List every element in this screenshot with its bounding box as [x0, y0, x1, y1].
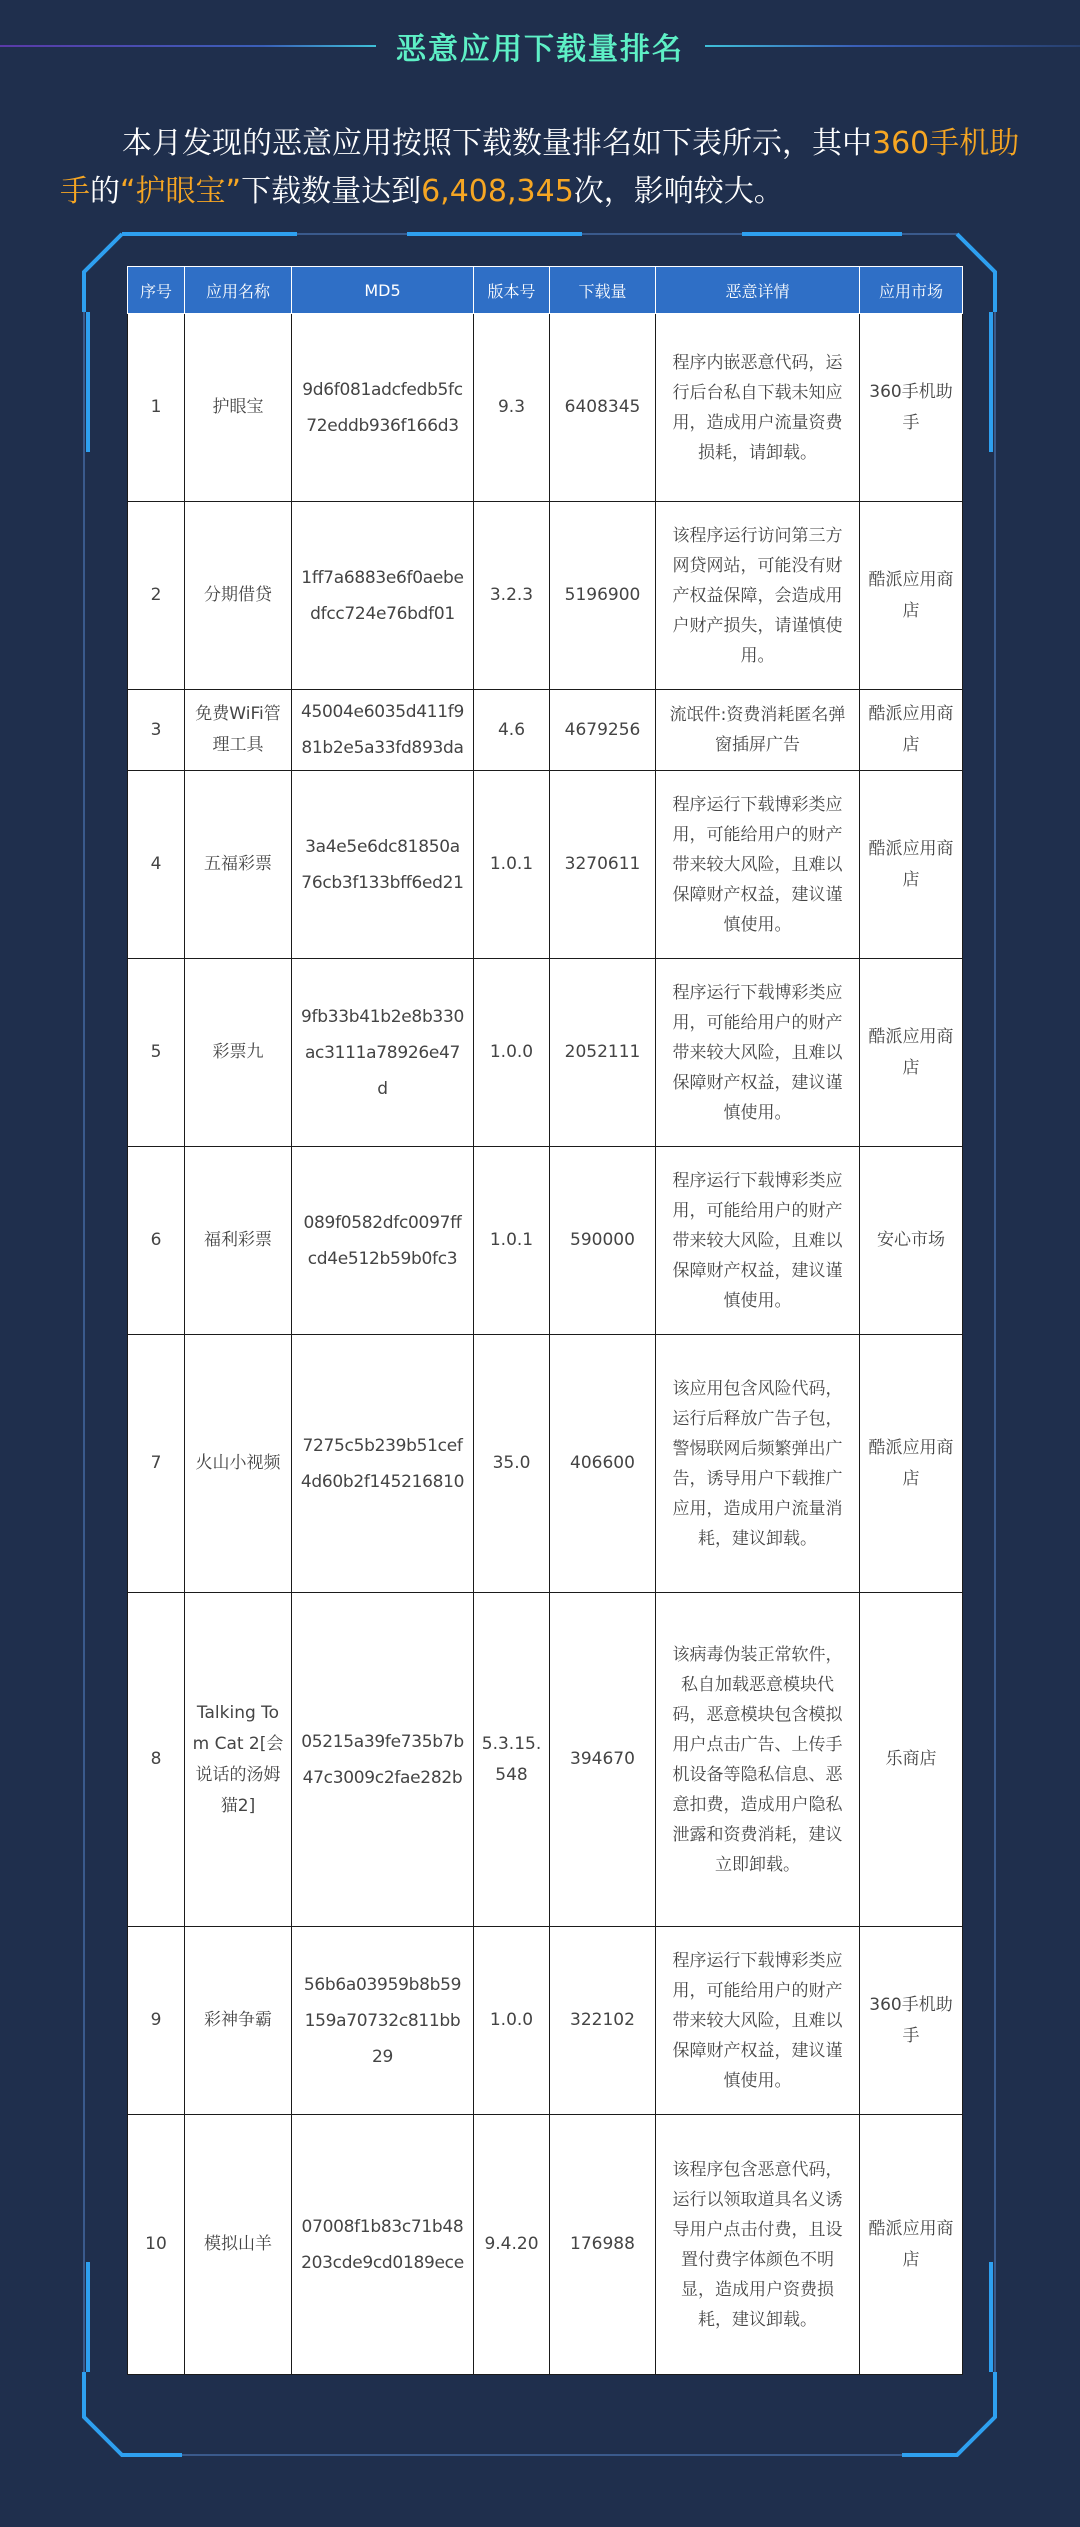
cell-version: 9.3 — [474, 314, 550, 502]
cell-app-name: 五福彩票 — [185, 771, 292, 959]
cell-detail: 该程序包含恶意代码，运行以领取道具名义诱导用户点击付费，且设置付费字体颜色不明显，造成用户资费损耗，建议卸载。 — [656, 2115, 860, 2375]
cell-no: 6 — [128, 1147, 185, 1335]
cell-app-name: 护眼宝 — [185, 314, 292, 502]
cell-app-name: 福利彩票 — [185, 1147, 292, 1335]
cell-market: 酷派应用商店 — [860, 959, 963, 1147]
table-row — [128, 959, 963, 1147]
table-row — [128, 690, 963, 771]
cell-md5: 3a4e5e6dc81850a76cb3f133bff6ed21 — [292, 771, 474, 959]
cell-market: 360手机助手 — [860, 314, 963, 502]
cell-no: 1 — [128, 314, 185, 502]
cell-version: 1.0.1 — [474, 1147, 550, 1335]
header-no: 序号 — [128, 267, 185, 314]
cell-downloads: 590000 — [550, 1147, 656, 1335]
cell-version: 4.6 — [474, 690, 550, 771]
cell-downloads: 394670 — [550, 1593, 656, 1927]
cell-market: 乐商店 — [860, 1593, 963, 1927]
table-row — [128, 1335, 963, 1593]
cell-downloads: 406600 — [550, 1335, 656, 1593]
cell-md5: 7275c5b239b51cef4d60b2f145216810 — [292, 1335, 474, 1593]
ranking-table-wrapper — [127, 266, 962, 2375]
section-heading: 恶意应用下载量排名 — [396, 32, 684, 67]
cell-version: 1.0.1 — [474, 771, 550, 959]
cell-version: 5.3.15.548 — [474, 1593, 550, 1927]
cell-app-name: 彩票九 — [185, 959, 292, 1147]
table-row — [128, 771, 963, 959]
cell-no: 10 — [128, 2115, 185, 2375]
cell-market: 安心市场 — [860, 1147, 963, 1335]
cell-no: 2 — [128, 502, 185, 690]
cell-detail: 流氓件:资费消耗匿名弹窗插屏广告 — [656, 690, 860, 771]
header-md5: MD5 — [292, 267, 474, 314]
cell-md5: 1ff7a6883e6f0aebedfcc724e76bdf01 — [292, 502, 474, 690]
cell-downloads: 4679256 — [550, 690, 656, 771]
intro-app-highlight: “护眼宝” — [120, 174, 242, 209]
cell-no: 5 — [128, 959, 185, 1147]
cell-market: 酷派应用商店 — [860, 1335, 963, 1593]
cell-market: 酷派应用商店 — [860, 502, 963, 690]
intro-text-3: 下载数量达到 — [241, 174, 422, 209]
table-row — [128, 1593, 963, 1927]
cell-version: 35.0 — [474, 1335, 550, 1593]
cell-md5: 9d6f081adcfedb5fc72eddb936f166d3 — [292, 314, 474, 502]
cell-downloads: 322102 — [550, 1927, 656, 2115]
cell-detail: 该应用包含风险代码，运行后释放广告子包，警惕联网后频繁弹出广告，诱导用户下载推广应用，造成用户流量消耗，建议卸载。 — [656, 1335, 860, 1593]
cell-version: 3.2.3 — [474, 502, 550, 690]
cell-market: 360手机助手 — [860, 1927, 963, 2115]
intro-text-4: 次，影响较大。 — [573, 174, 784, 209]
cell-app-name: 分期借贷 — [185, 502, 292, 690]
table-header-row — [128, 267, 963, 314]
header-version: 版本号 — [474, 267, 550, 314]
cell-md5: 05215a39fe735b7b47c3009c2fae282b — [292, 1593, 474, 1927]
cell-detail: 该病毒伪装正常软件，私自加载恶意模块代码，恶意模块包含模拟用户点击广告、上传手机设备等隐私信息、恶意扣费，造成用户隐私泄露和资费消耗，建议立即卸载。 — [656, 1593, 860, 1927]
table-row — [128, 502, 963, 690]
section-heading-row — [0, 20, 1080, 70]
table-row — [128, 314, 963, 502]
cell-app-name: 彩神争霸 — [185, 1927, 292, 2115]
cell-detail: 程序运行下载博彩类应用，可能给用户的财产带来较大风险，且难以保障财产权益，建议谨慎使用。 — [656, 1927, 860, 2115]
cell-version: 1.0.0 — [474, 1927, 550, 2115]
table-row — [128, 1927, 963, 2115]
cell-app-name: 免费WiFi管理工具 — [185, 690, 292, 771]
intro-text-1: 本月发现的恶意应用按照下载数量排名如下表所示，其中 — [122, 126, 872, 161]
cell-detail: 程序运行下载博彩类应用，可能给用户的财产带来较大风险，且难以保障财产权益，建议谨慎使用。 — [656, 959, 860, 1147]
cell-downloads: 6408345 — [550, 314, 656, 502]
cell-downloads: 176988 — [550, 2115, 656, 2375]
intro-market-highlight: 360手机助手 — [60, 126, 1020, 209]
header-downloads: 下载量 — [550, 267, 656, 314]
cell-md5: 45004e6035d411f981b2e5a33fd893da — [292, 690, 474, 771]
table-row — [128, 1147, 963, 1335]
cell-no: 9 — [128, 1927, 185, 2115]
malicious-app-ranking-table — [127, 266, 963, 2375]
header-app-name: 应用名称 — [185, 267, 292, 314]
cell-app-name: 模拟山羊 — [185, 2115, 292, 2375]
cell-md5: 56b6a03959b8b59159a70732c811bb29 — [292, 1927, 474, 2115]
cell-no: 3 — [128, 690, 185, 771]
cell-downloads: 2052111 — [550, 959, 656, 1147]
header-market: 应用市场 — [860, 267, 963, 314]
cell-version: 9.4.20 — [474, 2115, 550, 2375]
cell-detail: 程序运行下载博彩类应用，可能给用户的财产带来较大风险，且难以保障财产权益，建议谨慎使用。 — [656, 1147, 860, 1335]
cell-market: 酷派应用商店 — [860, 690, 963, 771]
cell-detail: 该程序运行访问第三方网贷网站，可能没有财产权益保障，会造成用户财产损失，请谨慎使用。 — [656, 502, 860, 690]
intro-text-2: 的 — [90, 174, 120, 209]
cell-version: 1.0.0 — [474, 959, 550, 1147]
cell-market: 酷派应用商店 — [860, 771, 963, 959]
cell-app-name: Talking Tom Cat 2[会说话的汤姆猫2] — [185, 1593, 292, 1927]
cell-downloads: 5196900 — [550, 502, 656, 690]
cell-market: 酷派应用商店 — [860, 2115, 963, 2375]
cell-no: 7 — [128, 1335, 185, 1593]
intro-count-highlight: 6,408,345 — [421, 174, 574, 209]
cell-detail: 程序内嵌恶意代码，运行后台私自下载未知应用，造成用户流量资费损耗，请卸载。 — [656, 314, 860, 502]
cell-no: 4 — [128, 771, 185, 959]
cell-md5: 9fb33b41b2e8b330ac3111a78926e47d — [292, 959, 474, 1147]
cell-downloads: 3270611 — [550, 771, 656, 959]
cell-md5: 089f0582dfc0097ffcd4e512b59b0fc3 — [292, 1147, 474, 1335]
table-row — [128, 2115, 963, 2375]
cell-md5: 07008f1b83c71b48203cde9cd0189ece — [292, 2115, 474, 2375]
cell-detail: 程序运行下载博彩类应用，可能给用户的财产带来较大风险，且难以保障财产权益，建议谨慎使用。 — [656, 771, 860, 959]
cell-app-name: 火山小视频 — [185, 1335, 292, 1593]
cell-no: 8 — [128, 1593, 185, 1927]
intro-paragraph — [60, 120, 1030, 216]
header-detail: 恶意详情 — [656, 267, 860, 314]
